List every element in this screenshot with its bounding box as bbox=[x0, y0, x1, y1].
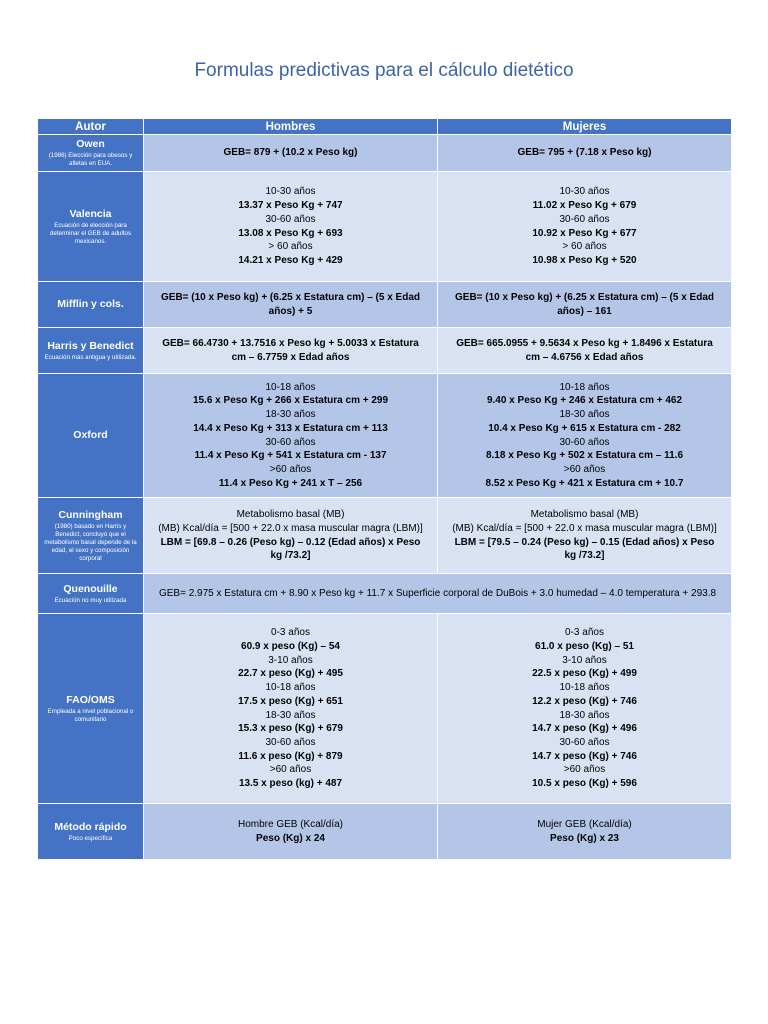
formula-line: 14.7 x peso (Kg) + 496 bbox=[532, 723, 637, 735]
table-row bbox=[38, 282, 732, 328]
formula-line: GEB= (10 x Peso kg) + (6.25 x Estatura cm) – (5 x Edad años) – 161 bbox=[455, 291, 714, 317]
age-range-line: 18-30 años bbox=[559, 409, 610, 421]
formula-line: 15.3 x peso (Kg) + 679 bbox=[238, 723, 343, 735]
formula-line: 13.37 x Peso Kg + 747 bbox=[238, 200, 343, 212]
author-name: Harris y Benedict bbox=[47, 339, 134, 352]
author-name: Mifflin y cols. bbox=[57, 298, 124, 310]
table-row bbox=[38, 135, 732, 172]
formula-line: 12.2 x peso (Kg) + 746 bbox=[532, 695, 637, 707]
formula-line: 8.52 x Peso Kg + 421 x Estatura cm + 10.7 bbox=[485, 477, 684, 489]
age-range-line: 18-30 años bbox=[265, 409, 316, 421]
age-range-line: 0-3 años bbox=[565, 627, 604, 639]
formula-cell-hombres bbox=[144, 172, 438, 282]
formula-line: GEB= (10 x Peso kg) + (6.25 x Estatura cm) – (5 x Edad años) + 5 bbox=[161, 291, 420, 317]
page-title: Formulas predictivas para el cálculo dietético bbox=[194, 60, 574, 81]
formula-line: 11.4 x Peso Kg + 541 x Estatura cm - 137 bbox=[194, 450, 387, 462]
author-note: Ecuación más antigua y utilizada. bbox=[44, 353, 137, 361]
formula-line: LBM = [69.8 – 0.26 (Peso kg) – 0.12 (Edad años) x Peso kg /73.2] bbox=[160, 536, 421, 562]
age-range-line: 18-30 años bbox=[265, 709, 316, 721]
formula-line: 10.92 x Peso Kg + 677 bbox=[532, 227, 637, 239]
formula-line: 11.4 x Peso Kg + 241 x T – 256 bbox=[218, 477, 363, 489]
formula-cell-mujeres bbox=[438, 804, 732, 860]
author-note: (1986) Elección para obesos y atletas en EUA. bbox=[48, 152, 133, 167]
age-range-line: 0-3 años bbox=[271, 627, 310, 639]
formula-line: 14.4 x Peso Kg + 313 x Estatura cm + 113 bbox=[193, 422, 388, 434]
age-range-line: Mujer GEB (Kcal/día) bbox=[537, 818, 632, 830]
formula-line: Peso (Kg) x 23 bbox=[550, 832, 619, 844]
age-range-line: > 60 años bbox=[562, 241, 607, 253]
age-range-line: (MB) Kcal/día = [500 + 22.0 x masa muscular magra (LBM)] bbox=[158, 522, 423, 534]
table-row bbox=[38, 328, 732, 374]
formula-line: 13.08 x Peso Kg + 693 bbox=[238, 227, 343, 239]
age-range-line: >60 años bbox=[269, 463, 312, 475]
age-range-line: 30-60 años bbox=[559, 436, 610, 448]
formula-line: GEB= 665.0955 + 9.5634 x Peso kg + 1.8496 x Estatura cm – 4.6756 x Edad años bbox=[456, 337, 713, 363]
formulas-table bbox=[37, 118, 732, 860]
formula-line: GEB= 2.975 x Estatura cm + 8.90 x Peso kg + 11.7 x Superficie corporal de DuBois + 3.0 humedad – 4.0 temperatura + 293.8 bbox=[158, 587, 717, 599]
table-row bbox=[38, 172, 732, 282]
age-range-line: 10-18 años bbox=[265, 682, 316, 694]
age-range-line: Metabolismo basal (MB) bbox=[236, 509, 345, 521]
formula-cell-hombres bbox=[144, 498, 438, 574]
age-range-line: 3-10 años bbox=[562, 654, 607, 666]
age-range-line: 10-30 años bbox=[265, 186, 316, 198]
header-hombres: Hombres bbox=[144, 119, 438, 135]
author-cell bbox=[38, 135, 144, 172]
author-note: Empleada a nivel poblacional o comunitario bbox=[47, 707, 134, 723]
formula-cell-hombres bbox=[144, 614, 438, 804]
formula-cell-hombres bbox=[144, 804, 438, 860]
table-row bbox=[38, 614, 732, 804]
formula-line: Peso (Kg) x 24 bbox=[256, 832, 325, 844]
author-cell bbox=[38, 282, 144, 328]
formula-line: GEB= 879 + (10.2 x Peso kg) bbox=[223, 147, 358, 159]
formula-line: 61.0 x peso (Kg) – 51 bbox=[535, 640, 634, 652]
author-cell bbox=[38, 172, 144, 282]
author-cell bbox=[38, 804, 144, 860]
age-range-line: 30-60 años bbox=[559, 213, 610, 225]
formula-line: 11.6 x peso (Kg) + 879 bbox=[238, 750, 343, 762]
author-name: Owen bbox=[76, 138, 105, 150]
author-name: Método rápido bbox=[54, 820, 127, 833]
age-range-line: 30-60 años bbox=[265, 213, 316, 225]
formula-line: 60.9 x peso (Kg) – 54 bbox=[241, 640, 340, 652]
table-row bbox=[38, 804, 732, 860]
formula-line: 22.5 x peso (Kg) + 499 bbox=[532, 668, 637, 680]
formula-cell-hombres bbox=[144, 328, 438, 374]
formula-cell-mujeres bbox=[438, 614, 732, 804]
formula-line: 15.6 x Peso Kg + 266 x Estatura cm + 299 bbox=[192, 395, 389, 407]
age-range-line: > 60 años bbox=[268, 241, 313, 253]
author-note: (1980) basado en Harris y Benedict, concluyó que el metabolismo basal depende de la edad, el sexo y composición corporal bbox=[44, 522, 137, 562]
formula-cell-mujeres bbox=[438, 498, 732, 574]
formula-line: 10.5 x peso (Kg) + 596 bbox=[532, 778, 637, 790]
author-name: Oxford bbox=[73, 429, 108, 441]
formula-line: GEB= 795 + (7.18 x Peso kg) bbox=[517, 147, 652, 159]
age-range-line: Metabolismo basal (MB) bbox=[530, 509, 639, 521]
age-range-line: 30-60 años bbox=[265, 736, 316, 748]
age-range-line: 10-18 años bbox=[265, 381, 316, 393]
author-cell bbox=[38, 374, 144, 498]
age-range-line: 30-60 años bbox=[559, 736, 610, 748]
formula-cell-hombres bbox=[144, 374, 438, 498]
formula-line: 14.21 x Peso Kg + 429 bbox=[238, 254, 343, 266]
formula-cell-hombres bbox=[144, 135, 438, 172]
author-note: Poco específica bbox=[68, 834, 113, 842]
author-cell bbox=[38, 328, 144, 374]
age-range-line: 30-60 años bbox=[265, 436, 316, 448]
formula-cell-both bbox=[144, 574, 732, 614]
author-cell bbox=[38, 498, 144, 574]
formula-cell-hombres bbox=[144, 282, 438, 328]
table-row bbox=[38, 574, 732, 614]
formula-line: 11.02 x Peso Kg + 679 bbox=[532, 200, 637, 212]
formula-line: 9.40 x Peso Kg + 246 x Estatura cm + 462 bbox=[486, 395, 683, 407]
age-range-line: (MB) Kcal/día = [500 + 22.0 x masa muscular magra (LBM)] bbox=[452, 522, 717, 534]
age-range-line: >60 años bbox=[563, 764, 606, 776]
formula-cell-mujeres bbox=[438, 328, 732, 374]
formula-line: 13.5 x peso (kg) + 487 bbox=[238, 778, 343, 790]
author-name: Cunningham bbox=[58, 508, 123, 521]
table-row bbox=[38, 374, 732, 498]
age-range-line: 18-30 años bbox=[559, 709, 610, 721]
formula-cell-mujeres bbox=[438, 282, 732, 328]
author-cell bbox=[38, 574, 144, 614]
author-name: Quenouille bbox=[63, 582, 118, 595]
age-range-line: 10-18 años bbox=[559, 682, 610, 694]
header-autor: Autor bbox=[38, 119, 144, 135]
author-name: FAO/OMS bbox=[66, 693, 115, 706]
age-range-line: 3-10 años bbox=[268, 654, 313, 666]
formula-line: 22.7 x peso (Kg) + 495 bbox=[238, 668, 343, 680]
age-range-line: Hombre GEB (Kcal/día) bbox=[237, 818, 344, 830]
formula-cell-mujeres bbox=[438, 374, 732, 498]
formula-line: 10.4 x Peso Kg + 615 x Estatura cm - 282 bbox=[488, 422, 681, 434]
formula-line: 10.98 x Peso Kg + 520 bbox=[532, 254, 637, 266]
header-mujeres: Mujeres bbox=[438, 119, 732, 135]
formula-line: 17.5 x peso (Kg) + 651 bbox=[238, 695, 343, 707]
age-range-line: 10-18 años bbox=[559, 381, 610, 393]
formula-line: LBM = [79.5 – 0.24 (Peso kg) – 0.15 (Edad años) x Peso kg /73.2] bbox=[454, 536, 715, 562]
age-range-line: >60 años bbox=[563, 463, 606, 475]
author-note: Ecuación de elección para determinar el GEB de adultos mexicanos. bbox=[49, 221, 132, 245]
age-range-line: >60 años bbox=[269, 764, 312, 776]
table-header-row bbox=[38, 119, 732, 135]
formula-line: 14.7 x peso (Kg) + 746 bbox=[532, 750, 637, 762]
age-range-line: 10-30 años bbox=[559, 186, 610, 198]
formula-cell-mujeres bbox=[438, 172, 732, 282]
author-name: Valencia bbox=[69, 207, 112, 220]
formula-line: 8.18 x Peso Kg + 502 x Estatura cm – 11.6 bbox=[485, 450, 684, 462]
formula-line: GEB= 66.4730 + 13.7516 x Peso kg + 5.0033 x Estatura cm – 6.7759 x Edad años bbox=[162, 337, 419, 363]
formula-cell-mujeres bbox=[438, 135, 732, 172]
author-note: Ecuación no muy utilizada bbox=[54, 596, 127, 604]
author-cell bbox=[38, 614, 144, 804]
table-row bbox=[38, 498, 732, 574]
